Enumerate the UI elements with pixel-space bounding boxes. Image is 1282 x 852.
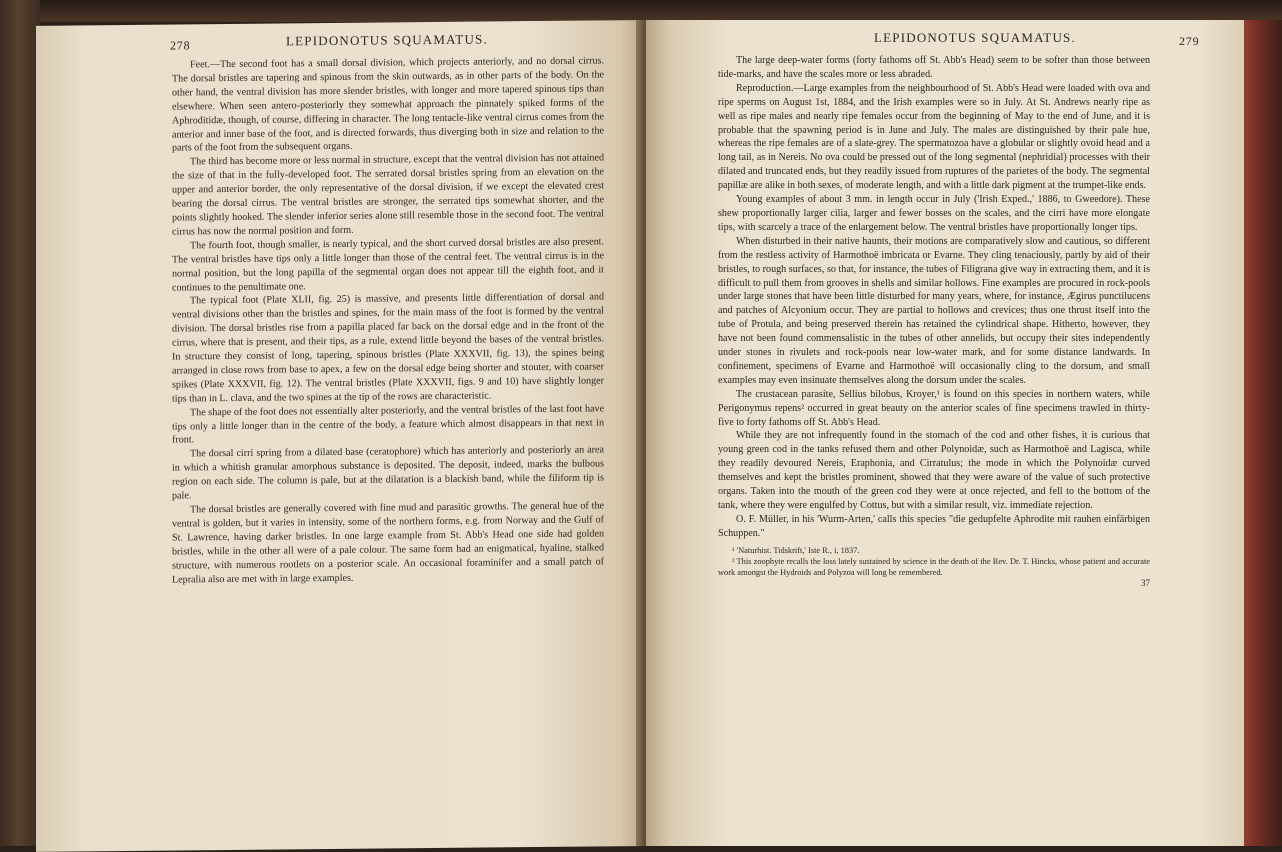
- right-page: [646, 20, 1244, 846]
- paragraph: When disturbed in their native haunts, their motions are comparatively slow and cautious, so different from the restless activity of Harmothoë imbricata or Evarne. They cling tenaciously, partly by aid of their bristles, to rough surfaces, so that, for instance, the tubes of Filigrana give way in extracting them, and it is difficult to pull them from grooves in shells and similar hollows. Fine examples are procured in rock-pools under large stones that have been little disturbed for many years, where, for instance, Ægirus punctilucens and patches of Alcyonium occur. They are partial to hollows and crevices; thus one thrust itself into the tube of Protula, and being preserved therein has retained the cylindrical shape. Hitherto, however, they have not been found commensalistic in the tubes of other annelids, but occupy their sites independently under stones in rivulets and rock-pools near low-water mark, and for some distance landwards. In confinement, specimens of Evarne and Harmothoë will occasionally cling to the dorsum, and small examples may even insinuate themselves along the dorsum under the scales.: [718, 235, 1150, 386]
- footnote: ² This zoophyte recalls the loss lately sustained by science in the death of the Rev. Dr. T. Hincks, whose patient and accurate work amongst the Hydroids and Polyzoa will long be remembered.: [718, 556, 1150, 577]
- right-page-header: [646, 20, 1244, 54]
- left-running-title: LEPIDONOTUS SQUAMATUS.: [286, 31, 488, 49]
- paragraph: Young examples of about 3 mm. in length occur in July ('Irish Exped.,' 1886, to Gweedore). These shew proportionally larger cilia, larger and fewer bosses on the scales, and the cirri have more elongate tips, with scarcely a trace of the enlargement below. The ventral bristles have proportionally longer tips.: [718, 194, 1150, 233]
- paragraph: Feet.—The second foot has a small dorsal division, which projects anteriorly, and no dorsal cirrus. The dorsal bristles are tapering and spinous from the skin outwards, as in other parts of the body. On the other hand, the ventral division has more slender bristles, with longer and more tapered spinous tips than elsewhere. When seen antero-posteriorly they somewhat approach the pinnately spiked forms of the Aphroditidæ, though, of course, differing in character. The long tentacle-like ventral cirrus comes from the anterior and inner base of the foot, and is directed forwards, thus diverging both in size and relation to the parts of the foot from the subsequent organs.: [172, 55, 604, 154]
- paragraph: The dorsal cirri spring from a dilated base (ceratophore) which has anteriorly and posteriorly an area in which a whitish granular amorphous substance is deposited. The deposit, indeed, marks the bulbous region on each side. The column is pale, but at the dilatation is a blackish band, while the filiform tip is pale.: [172, 444, 604, 502]
- paragraph: The dorsal bristles are generally covered with fine mud and parasitic growths. The general hue of the ventral is golden, but it varies in intensity, some of the northern forms, e.g. from Norway and the Gulf of St. Lawrence, having darker bristles. In one large example from St. Abb's Head one side had golden bristles, while in the other all were of a pale colour. The same form had an enigmatical, hyaline, stalked structure, with numerous rootlets on a posterior scale. An occasional foraminifer and a small patch of Lepralia also are met with in large examples.: [172, 500, 604, 586]
- book-cover-right-edge: [1244, 20, 1282, 846]
- paragraph: The large deep-water forms (forty fathoms off St. Abb's Head) seem to be softer than those between tide-marks, and have the scales more or less abraded.: [718, 55, 1150, 80]
- left-page: [36, 20, 644, 852]
- left-page-number: 278: [170, 38, 191, 53]
- book-spine-top: [0, 0, 1282, 22]
- right-page-number: 279: [1179, 34, 1200, 48]
- paragraph: Reproduction.—Large examples from the neighbourhood of St. Abb's Head were loaded with ova and ripe sperms on August 1st, 1884, and the Irish examples were so in July. At St. Andrews nearly ripe as well as ripe males and nearly ripe females occur from the beginning of May to the end of June, and it is probable that the spawning period is in June and July. The males are distinguished by their pale hue, whereas the ripe females are of a slate-grey. The spermatozoa have a globular or slightly ovoid head and a long tail, as in Nereis. No ova could be pressed out of the long segmental (nephridial) processes with their dilated and truncated ends, but they readily issued from ruptures of the parietes of the body. The segmental papillæ are alike in both sexes, of moderate length, and with a little dark pigment at the trumpet-like ends.: [718, 82, 1150, 192]
- footnote: ¹ 'Naturhist. Tidskrift,' Iste R., i, 1837.: [732, 545, 860, 555]
- left-page-header: [36, 20, 644, 60]
- paragraph: The shape of the foot does not essentially alter posteriorly, and the ventral bristles of the last foot have tips only a little longer than in the centre of the body, a feature which almost disappears in that next in front.: [172, 403, 604, 446]
- paragraph: The third has become more or less normal in structure, except that the ventral division has not attained the size of that in the fully-developed foot. The serrated dorsal bristles spring from an elevation on the upper and anterior border, the only representative of the dorsal division, if we except the elevated crest bearing the dorsal cirrus. The ventral bristles are stronger, the serrated tips somewhat shorter, and the points slightly hooked. The slender inferior series alone still resemble those in the second foot. The ventral cirrus has now the normal position and form.: [172, 152, 604, 238]
- paragraph: While they are not infrequently found in the stomach of the cod and other fishes, it is curious that young green cod in the tanks refused them and other Polynoidæ, such as Harmothoë and Lagisca, while they readily devoured Nereis, Eraphonia, and Cirratulus; the mode in which the Polynoidæ curved themselves and kept the bristles prominent, showed that they were aware of the value of such protective organs. Taken into the mouth of the green cod they were at once rejected, and fell to the bottom of the tank, where they were engulfed by Cottus, but with a similar result, viz. immediate rejection.: [718, 430, 1150, 511]
- footnotes: [718, 545, 1150, 578]
- right-running-title: LEPIDONOTUS SQUAMATUS.: [874, 30, 1076, 45]
- paragraph: O. F. Müller, in his 'Wurm-Arten,' calls this species "die gedupfelte Aphrodite mit rauhen einfärbigen Schuppen.": [718, 513, 1150, 539]
- right-page-body: [718, 54, 1150, 541]
- paragraph: The fourth foot, though smaller, is nearly typical, and the short curved dorsal bristles are also present. The ventral bristles have tips only a little longer than those of the central feet. The ventral cirrus is in the normal position, but the long papilla of the segmental organ does not appear till the eighth foot, and it continues to the penultimate one.: [172, 236, 604, 294]
- paragraph: The typical foot (Plate XLII, fig. 25) is massive, and presents little differentiation of dorsal and ventral divisions other than the bristles and spines, for the main mass of the foot is formed by the ventral division. The dorsal bristles rise from a papilla placed far back on the dorsal edge and in the front of the cirrus, where that is present, and their tips, as a rule, extend little beyond the bases of the ventral bristles. In structure they consist of long, tapering, spinous bristles (Plate XXXVII, fig. 13), the spines being arranged in close rows from base to apex, a few on the dorsal edge being shorter and stouter, with coarser spikes (Plate XXXVII, fig. 12). The ventral bristles (Plate XXXVII, figs. 9 and 10) have slightly longer tips than in L. clava, and the two spines at the tip of the rows are characteristic.: [172, 291, 604, 405]
- paragraph: The crustacean parasite, Sellius bilobus, Kroyer,¹ is found on this species in northern waters, while Perigonymus repens² occurred in great beauty on the anterior scales of fine specimens trawled in thirty-five to forty fathoms off St. Abb's Head.: [718, 388, 1150, 428]
- left-page-body: [172, 54, 604, 587]
- book-cover-left-edge: [0, 0, 40, 846]
- signature-mark: 37: [1141, 577, 1150, 588]
